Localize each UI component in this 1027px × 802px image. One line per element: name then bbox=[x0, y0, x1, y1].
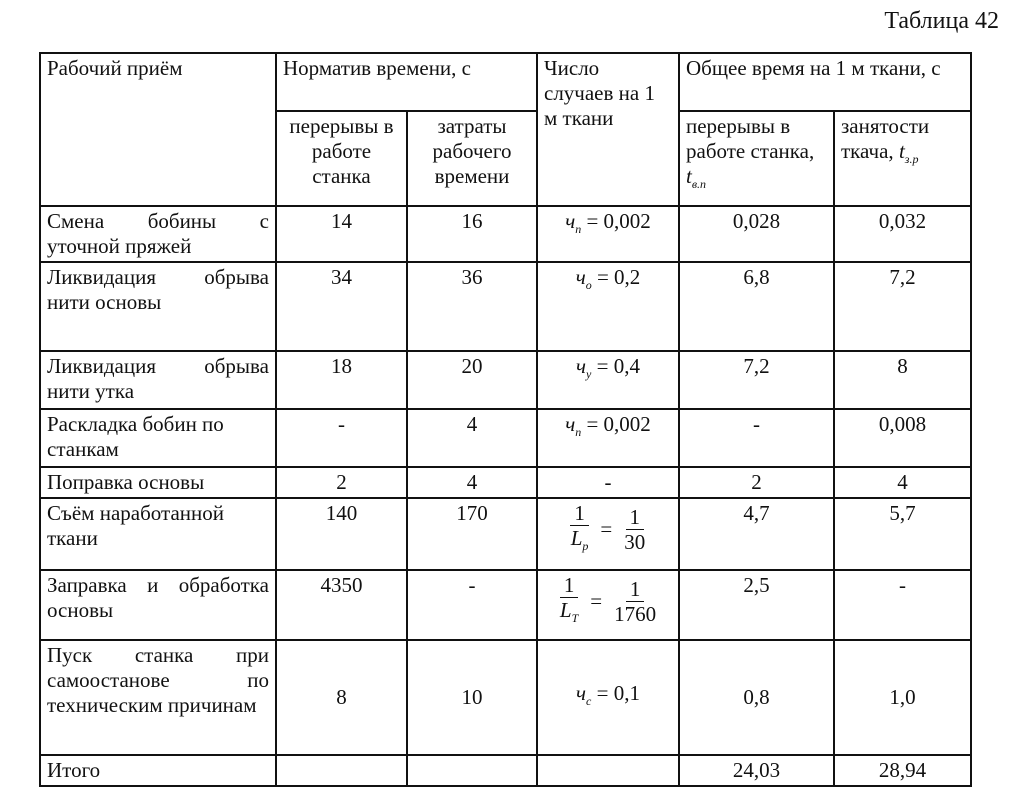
table-caption: Таблица 42 bbox=[884, 8, 999, 34]
row-total-breaks: 0,028 bbox=[679, 206, 834, 262]
header-norm-breaks: перерывы в работе станка bbox=[276, 111, 407, 206]
table-row bbox=[40, 262, 971, 351]
row-norm-breaks: 34 bbox=[276, 262, 407, 351]
row-cases bbox=[537, 351, 679, 409]
row-norm-breaks: 2 bbox=[276, 467, 407, 498]
row-total-breaks: 4,7 bbox=[679, 498, 834, 570]
row-norm-work: 170 bbox=[407, 498, 537, 570]
table-row bbox=[40, 570, 971, 640]
row-total-breaks: 6,8 bbox=[679, 262, 834, 351]
row-total-busy: 4 bbox=[834, 467, 971, 498]
row-norm-work: - bbox=[407, 570, 537, 640]
row-operation: Итого bbox=[40, 755, 276, 786]
header-norm-work: затраты рабочего времени bbox=[407, 111, 537, 206]
row-norm-work: 4 bbox=[407, 467, 537, 498]
cases-formula: $ч_о = 0,2$ bbox=[575, 265, 641, 293]
header-total-busy-label: занятости ткача, bbox=[841, 114, 930, 163]
row-norm-breaks bbox=[276, 755, 407, 786]
row-norm-work bbox=[407, 755, 537, 786]
row-operation: Пуск станка при самоостанове по техническим причинам bbox=[40, 640, 276, 755]
symbol-t-vp: $t_{в.п}$ bbox=[686, 164, 707, 192]
row-norm-breaks: 14 bbox=[276, 206, 407, 262]
table-row bbox=[40, 409, 971, 467]
table-row-total bbox=[40, 755, 971, 786]
row-norm-breaks: 4350 bbox=[276, 570, 407, 640]
row-cases bbox=[537, 755, 679, 786]
row-norm-work: 36 bbox=[407, 262, 537, 351]
row-norm-work: 10 bbox=[407, 640, 537, 755]
table-row bbox=[40, 351, 971, 409]
row-total-busy: 0,032 bbox=[834, 206, 971, 262]
row-cases bbox=[537, 498, 679, 570]
row-norm-breaks: - bbox=[276, 409, 407, 467]
header-operation: Рабочий приём bbox=[40, 53, 276, 206]
row-operation: Ликвидация обрыва нити утка bbox=[40, 351, 276, 409]
row-operation: Ликвидация обрыва нити основы bbox=[40, 262, 276, 351]
row-operation: Раскладка бобин по станкам bbox=[40, 409, 276, 467]
header-total-breaks bbox=[679, 111, 834, 206]
row-norm-work: 4 bbox=[407, 409, 537, 467]
row-norm-breaks: 18 bbox=[276, 351, 407, 409]
cases-formula: $ч_п = 0,002$ bbox=[565, 209, 651, 237]
row-cases bbox=[537, 262, 679, 351]
row-total-breaks: 2 bbox=[679, 467, 834, 498]
cases-formula: $ч_п = 0,002$ bbox=[565, 412, 651, 440]
row-norm-work: 16 bbox=[407, 206, 537, 262]
row-cases bbox=[537, 409, 679, 467]
table-row bbox=[40, 206, 971, 262]
header-cases: Число случаев на 1 м ткани bbox=[537, 53, 679, 206]
row-total-busy: 8 bbox=[834, 351, 971, 409]
cases-formula: $ч_у = 0,4$ bbox=[576, 354, 640, 382]
row-norm-breaks: 140 bbox=[276, 498, 407, 570]
row-operation: Съём наработанной ткани bbox=[40, 498, 276, 570]
row-cases bbox=[537, 640, 679, 755]
table-row bbox=[40, 467, 971, 498]
table-row bbox=[40, 640, 971, 755]
cases-formula: $ч_с = 0,1$ bbox=[576, 680, 640, 709]
row-norm-breaks: 8 bbox=[276, 640, 407, 755]
row-norm-work: 20 bbox=[407, 351, 537, 409]
header-total-time: Общее время на 1 м ткани, с bbox=[679, 53, 971, 111]
symbol-t-zr: $t_{з.р}$ bbox=[898, 139, 919, 167]
header-total-busy bbox=[834, 111, 971, 206]
row-total-breaks: 0,8 bbox=[679, 640, 834, 755]
header-row-1 bbox=[40, 53, 971, 111]
row-total-busy: - bbox=[834, 570, 971, 640]
row-cases bbox=[537, 570, 679, 640]
row-total-breaks: - bbox=[679, 409, 834, 467]
header-total-breaks-label: перерывы в работе станка, bbox=[686, 114, 815, 163]
row-total-breaks: 7,2 bbox=[679, 351, 834, 409]
row-total-busy: 5,7 bbox=[834, 498, 971, 570]
row-cases: - bbox=[537, 467, 679, 498]
cases-fraction: $\frac{1}{L_р}$ = $\frac{1}{30}$ bbox=[570, 501, 646, 555]
time-norms-table bbox=[39, 52, 972, 787]
cases-fraction: $\frac{1}{L_Т}$ = $\frac{1}{1760}$ bbox=[559, 573, 657, 627]
row-total-busy: 1,0 bbox=[834, 640, 971, 755]
row-total-busy: 28,94 bbox=[834, 755, 971, 786]
row-total-busy: 7,2 bbox=[834, 262, 971, 351]
row-operation: Смена бобины с уточной пряжей bbox=[40, 206, 276, 262]
header-time-norm: Норматив времени, с bbox=[276, 53, 537, 111]
row-operation: Заправка и обработка основы bbox=[40, 570, 276, 640]
row-total-breaks: 24,03 bbox=[679, 755, 834, 786]
row-cases bbox=[537, 206, 679, 262]
row-total-breaks: 2,5 bbox=[679, 570, 834, 640]
row-operation: Поправка основы bbox=[40, 467, 276, 498]
table-row bbox=[40, 498, 971, 570]
row-total-busy: 0,008 bbox=[834, 409, 971, 467]
